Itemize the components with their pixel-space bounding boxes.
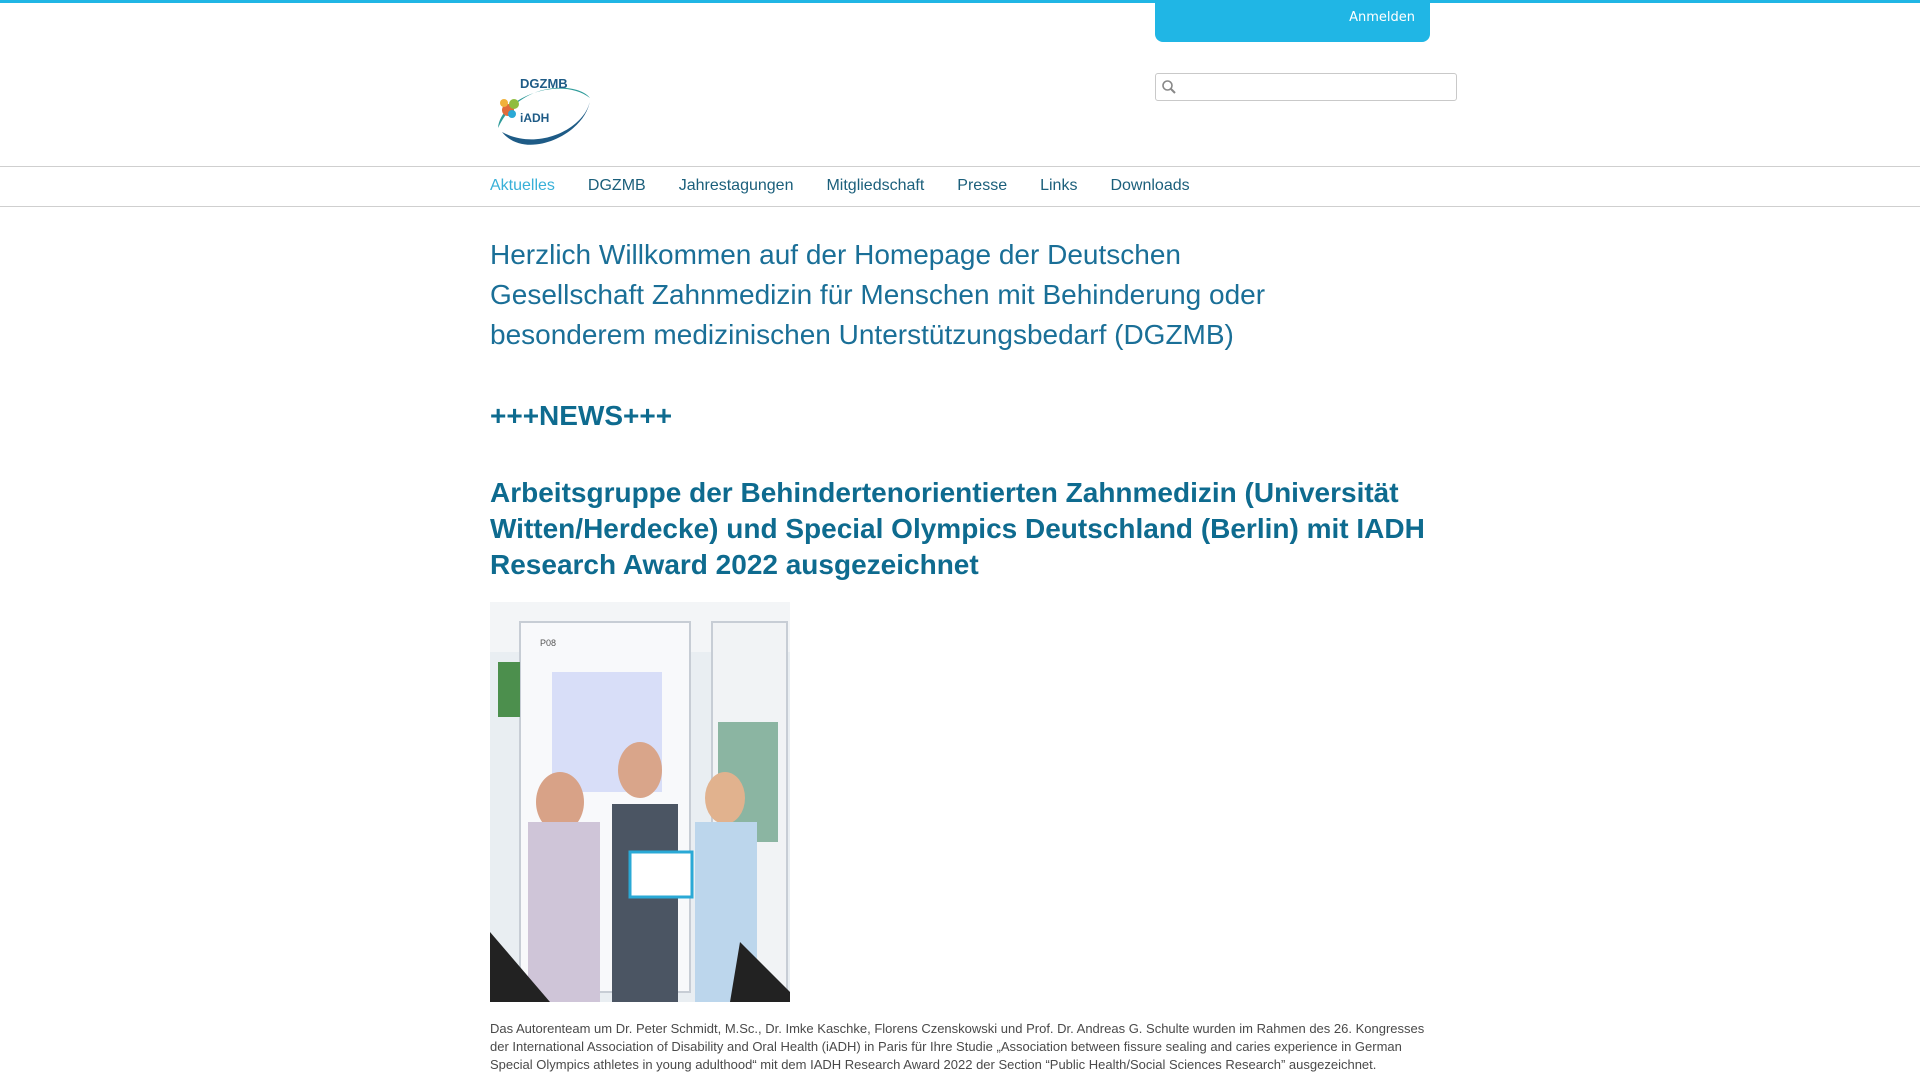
search-input[interactable]	[1180, 74, 1454, 102]
nav-item-aktuelles[interactable]: Aktuelles	[490, 177, 555, 194]
login-link[interactable]: Anmelden	[1349, 10, 1415, 25]
dgzmb-logo[interactable]	[490, 70, 596, 150]
award-photo[interactable]	[490, 602, 790, 1002]
article-caption: Das Autorenteam um Dr. Peter Schmidt, M.Sc., Dr. Imke Kaschke, Florens Czenskowski und Prof. Dr. Andreas G. Schulte wurden im Rahmen des 26. Kongresses der International Association of Disability and Oral Health (iADH) in Paris für Ihre Studie „Association between fissure sealing and caries experience in German Special Olympics athletes in young adulthood“ mit dem IADH Research Award 2022 der Section “Public Health/Social Sciences Research” ausgezeichnet.	[490, 1021, 1425, 1072]
main-navigation	[0, 166, 1920, 207]
nav-item-links[interactable]: Links	[1040, 177, 1078, 194]
nav-item-downloads[interactable]: Downloads	[1110, 177, 1190, 194]
logo-text-top: DGZMB	[520, 76, 568, 91]
news-heading: +++NEWS+++	[490, 400, 673, 431]
search-icon	[1161, 79, 1177, 95]
article-title[interactable]: Arbeitsgruppe der Behindertenorientierten Zahnmedizin (Universität Witten/Herdecke) und Special Olympics Deutschland (Berlin) mit IADH Research Award 2022 ausgezeichnet	[490, 477, 1425, 580]
nav-item-jahrestagungen[interactable]: Jahrestagungen	[678, 177, 794, 194]
login-tab	[1155, 0, 1430, 42]
poster-label: P08	[540, 638, 557, 648]
nav-item-presse[interactable]: Presse	[957, 177, 1008, 194]
nav-item-mitgliedschaft[interactable]: Mitgliedschaft	[826, 177, 925, 194]
search-box[interactable]	[1155, 73, 1457, 101]
logo-text-bottom: iADH	[520, 111, 550, 125]
top-accent-bar	[0, 0, 1920, 3]
nav-item-dgzmb[interactable]: DGZMB	[587, 177, 646, 194]
page-title: Herzlich Willkommen auf der Homepage der Deutschen Gesellschaft Zahnmedizin für Menschen mit Behinderung oder besonderem medizinischen Unterstützungsbedarf (DGZMB)	[490, 239, 1266, 350]
main-content	[490, 235, 1430, 1072]
